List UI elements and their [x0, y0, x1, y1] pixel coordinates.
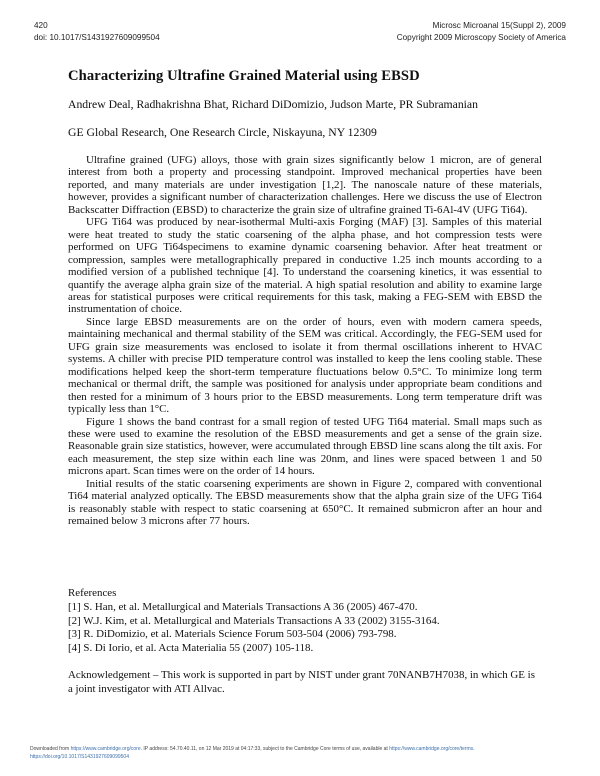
paragraph-2: UFG Ti64 was produced by near-isothermal Multi-axis Forging (MAF) [3]. Samples of this material were heat treated to study the static coarsening of the alpha phase, and hot compression tests were performed on UFG Ti64specimens to examine dynamic coarsening behavior. After heat treatment or compression, samples were metallographically prepared in conductive 1.25 inch mounts according to a modified version of a published technique [4]. To understand the coarsening kinetics, it was essential to quantify the average alpha grain size of the material. A high spatial resolution and ability to examine large areas for statistical purposes were critical requirements for this task, making a FEG-SEM with EBSD the instrumentation of choice. — [68, 216, 542, 316]
footer-line-2 — [30, 754, 580, 762]
paragraph-4: Figure 1 shows the band contrast for a small region of tested UFG Ti64 material. Small maps such as these were used to examine the resolution of the EBSD measurements and get a sense of the grain size. Reasonable grain size statistics, however, were accumulated through EBSD line scans along the tilt axis. For each measurement, the step size within each line was 20nm, and lines were spaced between 1 and 50 microns apart. Scan times were on the order of 14 hours. — [68, 415, 542, 478]
page-header-right — [397, 20, 566, 44]
copyright: Copyright 2009 Microscopy Society of America — [396, 33, 566, 42]
cambridge-core-link[interactable]: https://www.cambridge.org/core — [70, 746, 141, 752]
affiliation: GE Global Research, One Research Circle, Niskayuna, NY 12309 — [68, 126, 377, 139]
footer-ip-text: . IP address: 54.70.40.11, on 12 Mar 2019 at 04:17:33, subject to the Cambridge Core terms of use, available at — [140, 746, 390, 752]
terms-link[interactable]: https://www.cambridge.org/core/terms — [389, 746, 474, 752]
footer-line-1 — [30, 746, 580, 754]
journal-citation: Microsc Microanal 15(Suppl 2), 2009 — [432, 21, 566, 30]
reference-item: [4] S. Di Iorio, et al. Acta Materialia 55 (2007) 105-118. — [68, 641, 314, 654]
doi-link[interactable]: https://doi.org/10.1017/S1431927609099504 — [30, 753, 129, 760]
references-section — [68, 587, 548, 655]
article-title: Characterizing Ultrafine Grained Material using EBSD — [68, 68, 420, 84]
author-list: Andrew Deal, Radhakrishna Bhat, Richard DiDomizio, Judson Marte, PR Subramanian — [68, 98, 478, 111]
acknowledgement: Acknowledgement – This work is supported in part by NIST under grant 70NANB7H7038, in which GE is a joint investigator with ATI Allvac. — [68, 669, 535, 696]
references-heading: References — [68, 587, 117, 599]
reference-item: [3] R. DiDomizio, et al. Materials Science Forum 503-504 (2006) 793-798. — [68, 628, 397, 641]
footer-end: . — [473, 746, 475, 752]
reference-item: [1] S. Han, et al. Metallurgical and Materials Transactions A 36 (2005) 467-470. — [68, 601, 418, 614]
page-header-left — [34, 20, 160, 44]
doi: doi: 10.1017/S1431927609099504 — [34, 33, 160, 42]
footer-prefix: Downloaded from — [30, 746, 71, 752]
reference-item: [2] W.J. Kim, et al. Metallurgical and Materials Transactions A 33 (2002) 3155-3164. — [68, 614, 440, 627]
paragraph-1: Ultrafine grained (UFG) alloys, those with grain sizes significantly below 1 micron, are of general interest from both a property and processing standpoint. Improved mechanical properties have been reported, and many materials are under investigation [1,2]. The nanoscale nature of these materials, however, provides a significant number of characterization challenges. Here we discuss the use of Electron Backscatter Diffraction (EBSD) to characterize the grain size of ultrafine grained Ti-6Al-4V (UFG Ti64). — [68, 154, 542, 216]
article-body — [68, 154, 542, 528]
download-footer — [30, 746, 580, 761]
page-number: 420 — [34, 21, 48, 30]
paragraph-5: Initial results of the static coarsening experiments are shown in Figure 2, compared with conventional Ti64 material analyzed optically. The EBSD measurements show that the alpha grain size of the UFG Ti64 is reasonably stable with respect to static coarsening at 650°C. It remained submicron after an hour and remained below 3 microns after 77 hours. — [68, 477, 542, 528]
paragraph-3: Since large EBSD measurements are on the order of hours, even with modern camera speeds, maintaining mechanical and thermal stability of the SEM was critical. Accordingly, the FEG-SEM used for UFG grain size measurements was enclosed to isolate it from thermal oscillations inherent to HVAC systems. A chiller with precise PID temperature control was installed to keep the lens cooling stable. These modifications helped keep the short-term temperature fluctuations below 0.5°C. To minimize long term mechanical or thermal drift, the sample was positioned for analysis under appropriate beam conditions and then rested for a minimum of 3 hours prior to the EBSD measurements. Long term temperature drift was typically less than 1°C. — [68, 315, 542, 416]
